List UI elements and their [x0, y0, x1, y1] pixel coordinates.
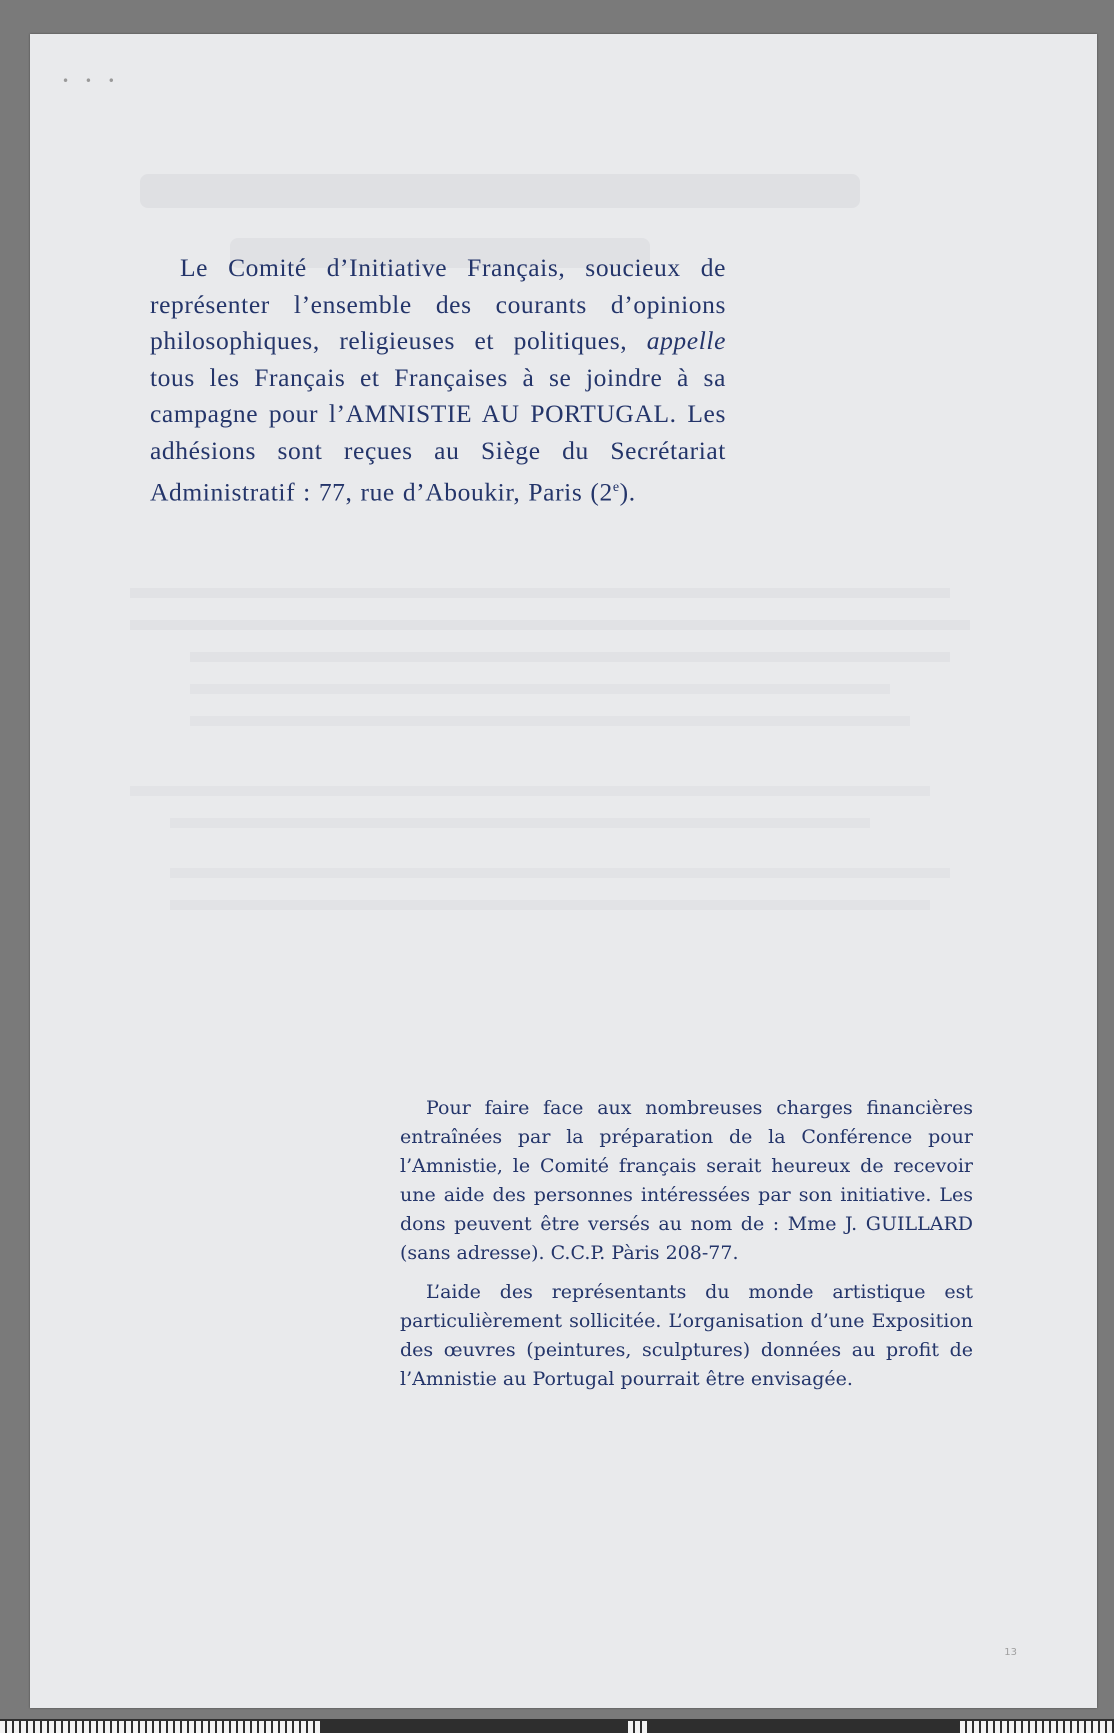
amnesty-appeal-text: [150, 250, 726, 511]
show-through-line: [170, 868, 950, 878]
show-through-line: [190, 684, 890, 694]
appeal-paragraph: [150, 250, 726, 511]
ruler-segment: [960, 1721, 1114, 1733]
donation-request-text: [400, 1094, 973, 1404]
show-through-line: [130, 786, 930, 796]
arrondissement-superscript: e: [612, 479, 620, 495]
document-page: [30, 34, 1097, 1708]
show-through-line: [190, 652, 950, 662]
scan-ruler: [0, 1719, 1114, 1733]
corner-dots: • • •: [62, 74, 121, 88]
page-corner-mark: 13: [1004, 1647, 1017, 1658]
show-through-line: [130, 620, 970, 630]
appelle-emphasis: appelle: [646, 326, 726, 356]
ruler-segment: [0, 1721, 320, 1733]
donation-paragraph: Pour faire face aux nombreuses charges financières entraînées par la préparation de la Conférence pour l’Amnistie, le Comité français serait heureux de recevoir une aide des personnes intéressées par son initiative. Les dons peuvent être versés au nom de : Mme J. GUILLARD (sans adresse). C.C.P. Pàris 208-77.: [400, 1097, 973, 1264]
show-through-line: [170, 818, 870, 828]
appeal-text-middle: tous les Français et Françaises à se joindre à sa campagne pour l’AMNISTIE AU PORTUGAL. Les adhésions sont reçues au Siège du Secrétariat Administratif : 77, rue d’Aboukir, Paris (2: [150, 362, 726, 507]
appeal-text-end: ).: [619, 477, 636, 507]
show-through-line: [190, 716, 910, 726]
show-through-line: [130, 588, 950, 598]
show-through-lines: [130, 574, 990, 932]
art-exhibition-paragraph: L’aide des représentants du monde artistique est particulièrement sollicitée. L’organisation d’une Exposition des œuvres (peintures, sculptures) données au profit de l’Amnistie au Portugal pourrait être envisagée.: [400, 1281, 973, 1390]
ruler-segment: [628, 1721, 648, 1733]
show-through-bar-1: [140, 174, 860, 208]
appeal-text-start: Le Comité d’Initiative Français, soucieux de représenter l’ensemble des courants d’opinions philosophiques, religieuses et politiques,: [150, 253, 726, 356]
show-through-line: [170, 900, 930, 910]
